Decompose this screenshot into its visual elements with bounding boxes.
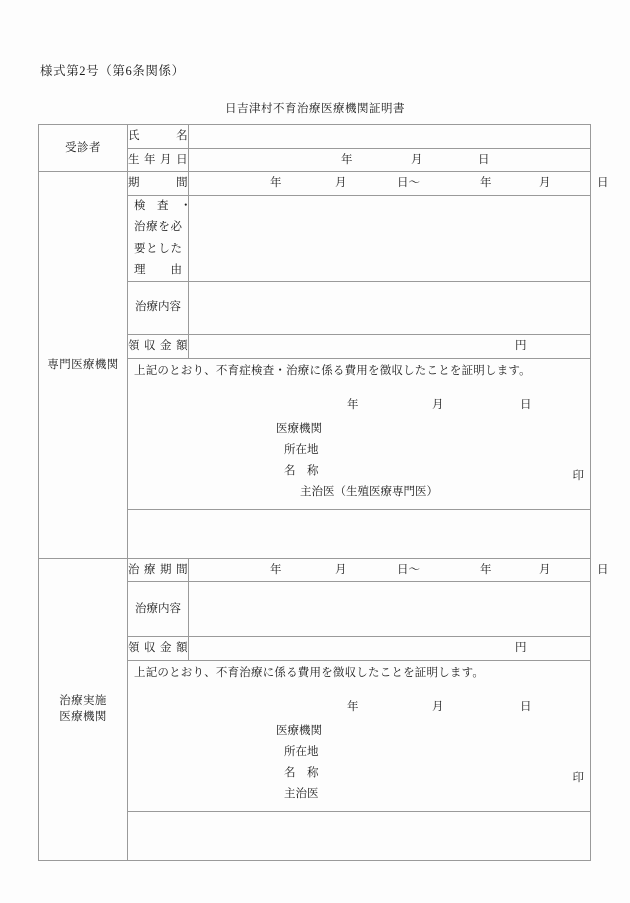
- row-label-provider-amount-text: 領収金額: [128, 642, 188, 655]
- row-label-specialist-treatment: [128, 282, 189, 335]
- specialist-spacer-cell: [128, 509, 591, 558]
- provider-name-label: 名 称: [284, 767, 319, 780]
- section-label-provider-line-2: 医療機関: [59, 711, 107, 724]
- row-label-specialist-amount: [128, 335, 189, 359]
- provider-institution-label: 医療機関: [276, 725, 322, 738]
- row-label-birthdate: [128, 148, 189, 172]
- specialist-address-label: 所在地: [284, 443, 319, 456]
- specialist-period-start-day: 日〜: [397, 177, 420, 190]
- provider-currency-unit: 円: [515, 642, 527, 655]
- row-label-birthdate-text: 生年月日: [128, 153, 188, 166]
- specialist-name-label: 名 称: [284, 464, 319, 477]
- field-provider-treatment[interactable]: [189, 582, 591, 637]
- birthdate-month-unit: 月: [411, 153, 423, 166]
- provider-certification-block: [128, 661, 591, 812]
- provider-spacer-cell: [128, 812, 591, 861]
- field-specialist-treatment[interactable]: [189, 282, 591, 335]
- section-label-provider-line-1: 治療実施: [59, 694, 107, 707]
- row-label-specialist-period: [128, 172, 189, 196]
- provider-period-strip: [189, 560, 609, 581]
- row-label-name: [128, 125, 189, 149]
- specialist-institution-label: 医療機関: [276, 422, 322, 435]
- table-row-specialist-period: [39, 172, 591, 196]
- provider-sign-day: 日: [520, 701, 532, 714]
- provider-sign-year: 年: [347, 701, 359, 714]
- provider-period-start-month: 月: [335, 563, 347, 576]
- specialist-certification-block: [128, 358, 591, 509]
- provider-doctor-label: 主治医: [284, 788, 319, 801]
- section-label-provider: [39, 558, 128, 860]
- section-label-patient: 受診者: [39, 125, 128, 172]
- table-row-provider-period: [39, 558, 591, 582]
- provider-signature-lines: [128, 721, 530, 805]
- row-label-provider-treatment: [128, 582, 189, 637]
- specialist-sign-month: 月: [432, 398, 444, 411]
- field-specialist-amount[interactable]: [189, 335, 591, 359]
- field-patient-name[interactable]: [189, 125, 591, 149]
- provider-period-start-day: 日〜: [397, 563, 420, 576]
- specialist-statement: 上記のとおり、不育症検査・治療に係る費用を徴収したことを証明します。: [134, 364, 531, 377]
- specialist-period-start-month: 月: [335, 177, 347, 190]
- provider-address-label: 所在地: [284, 746, 319, 759]
- specialist-signature-date: [128, 397, 530, 413]
- row-label-provider-period: [128, 558, 189, 582]
- reason-label-line-2: 治療を必: [134, 221, 182, 234]
- specialist-period-start-year: 年: [270, 177, 282, 190]
- field-specialist-reason[interactable]: [189, 196, 591, 282]
- table-row-patient-name: [39, 125, 591, 149]
- field-provider-period[interactable]: [189, 558, 609, 582]
- certificate-form-table: [38, 124, 609, 861]
- row-label-specialist-treatment-text: 治療内容: [135, 301, 181, 314]
- specialist-period-end-day: 日: [597, 177, 609, 190]
- form-number: 様式第2号（第6条関係）: [40, 64, 185, 78]
- specialist-period-end-year: 年: [480, 177, 492, 190]
- birthdate-day-unit: 日: [478, 153, 490, 166]
- field-patient-name-value: [189, 126, 590, 147]
- reason-label-line-1: 検 査 ・: [134, 200, 192, 213]
- specialist-amount-strip: [189, 336, 590, 357]
- specialist-seal-label: 印: [572, 470, 584, 483]
- specialist-currency-unit: 円: [515, 339, 527, 352]
- section-label-specialist: 専門医療機関: [39, 172, 128, 558]
- row-label-provider-treatment-text: 治療内容: [135, 602, 181, 615]
- birthdate-strip: [189, 150, 590, 171]
- row-label-name-text: 氏 名: [128, 130, 188, 142]
- specialist-period-end-month: 月: [539, 177, 551, 190]
- row-label-specialist-reason: [128, 196, 192, 282]
- reason-label-line-4: 理 由: [134, 263, 182, 276]
- provider-period-end-day: 日: [597, 563, 609, 576]
- specialist-period-strip: [189, 173, 609, 194]
- birthdate-year-unit: 年: [341, 153, 353, 166]
- provider-period-end-year: 年: [480, 563, 492, 576]
- specialist-doctor-label: 主治医（生殖医療専門医）: [300, 485, 438, 498]
- provider-seal-label: 印: [572, 772, 584, 785]
- field-provider-amount[interactable]: [189, 637, 591, 661]
- field-patient-birthdate[interactable]: [189, 148, 591, 172]
- row-label-provider-amount: [128, 637, 189, 661]
- document-title: 日吉津村不育治療医療機関証明書: [225, 103, 405, 115]
- row-label-specialist-amount-text: 領収金額: [128, 340, 188, 353]
- specialist-sign-year: 年: [347, 398, 359, 411]
- provider-period-start-year: 年: [270, 563, 282, 576]
- provider-period-end-month: 月: [539, 563, 551, 576]
- specialist-signature-lines: [128, 419, 530, 503]
- provider-signature-date: [128, 699, 530, 715]
- provider-sign-month: 月: [432, 701, 444, 714]
- specialist-sign-day: 日: [520, 398, 532, 411]
- reason-label-line-3: 要とした: [134, 242, 182, 255]
- row-label-specialist-period-text: 期 間: [128, 177, 188, 190]
- provider-amount-strip: [189, 638, 590, 659]
- provider-statement: 上記のとおり、不育治療に係る費用を徴収したことを証明します。: [134, 667, 485, 680]
- field-specialist-period[interactable]: [189, 172, 609, 196]
- row-label-provider-period-text: 治療期間: [128, 563, 188, 576]
